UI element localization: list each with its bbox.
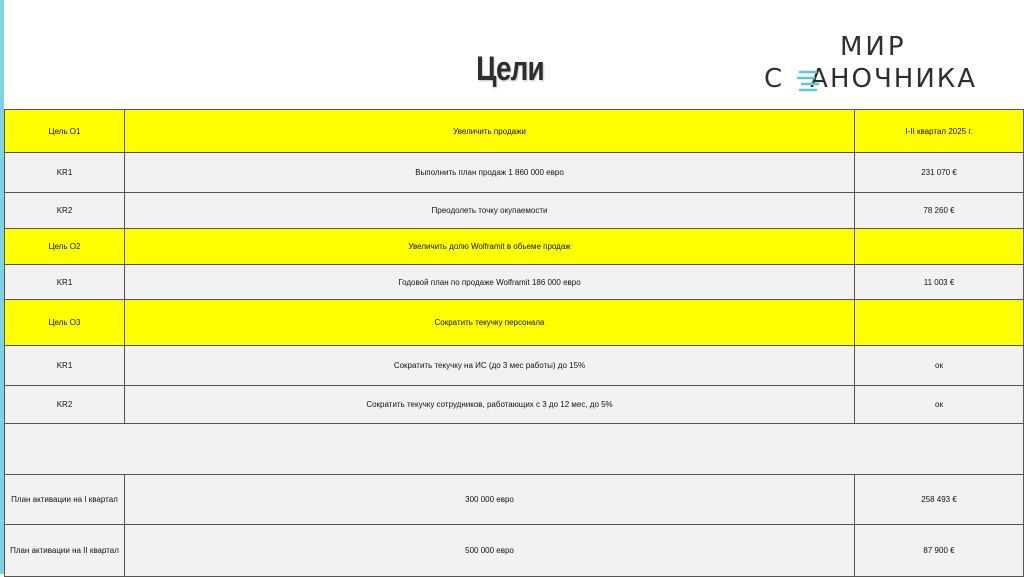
logo-text-rest: АНОЧНИКА [810,64,978,94]
row-description-cell: Сократить текучку сотрудников, работающих с 3 до 12 мес, до 5% [125,386,855,424]
blank-cell [5,424,1024,475]
row-description-cell: 300 000 евро [125,475,855,525]
okr-table [4,109,1024,577]
row-value-cell: 258 493 € [855,475,1024,525]
row-label-cell: KR1 [5,265,125,300]
row-value-cell [855,300,1024,346]
row-value-cell: ок [855,386,1024,424]
row-description-cell: Увеличить долю Wolframit в обьеме продаж [125,229,855,265]
table-row [5,300,1024,346]
row-label-cell: План активации на II квартал [5,525,125,577]
table-row [5,153,1024,193]
row-label-cell: KR2 [5,386,125,424]
table-row [5,229,1024,265]
row-description-cell: Годовой план по продаже Wolframit 186 000 евро [125,265,855,300]
company-logo [760,30,990,100]
row-value-cell: ок [855,346,1024,386]
row-label-cell: KR1 [5,153,125,193]
table-row [5,193,1024,229]
row-description-cell: Увеличить продажи [125,110,855,153]
table-row [5,110,1024,153]
logo-mark-icon [796,68,820,94]
row-value-cell [855,229,1024,265]
row-description-cell: Сократить текучку персонала [125,300,855,346]
row-label-cell: Цель О1 [5,110,125,153]
table-row [5,265,1024,300]
row-label-cell: KR1 [5,346,125,386]
row-value-cell: 78 260 € [855,193,1024,229]
row-label-cell: Цель О3 [5,300,125,346]
row-value-cell: 87 900 € [855,525,1024,577]
row-label-cell: План активации на I квартал [5,475,125,525]
row-label-cell: KR2 [5,193,125,229]
row-value-cell: 11 003 € [855,265,1024,300]
logo-text-line1: МИР [840,32,907,62]
logo-text-letter: С [764,64,785,94]
table-row [5,475,1024,525]
row-value-cell: I-II квартал 2025 г. [855,110,1024,153]
row-value-cell: 231 070 € [855,153,1024,193]
table-row-blank [5,424,1024,475]
row-description-cell: Преодолеть точку окупаемости [125,193,855,229]
row-description-cell: Выполнить план продаж 1 860 000 евро [125,153,855,193]
row-description-cell: Сократить текучку на ИС (до 3 мес работы) до 15% [125,346,855,386]
table-row [5,386,1024,424]
row-description-cell: 500 000 евро [125,525,855,577]
row-label-cell: Цель О2 [5,229,125,265]
table-row [5,525,1024,577]
page-title: Цели [476,50,544,88]
table-row [5,346,1024,386]
